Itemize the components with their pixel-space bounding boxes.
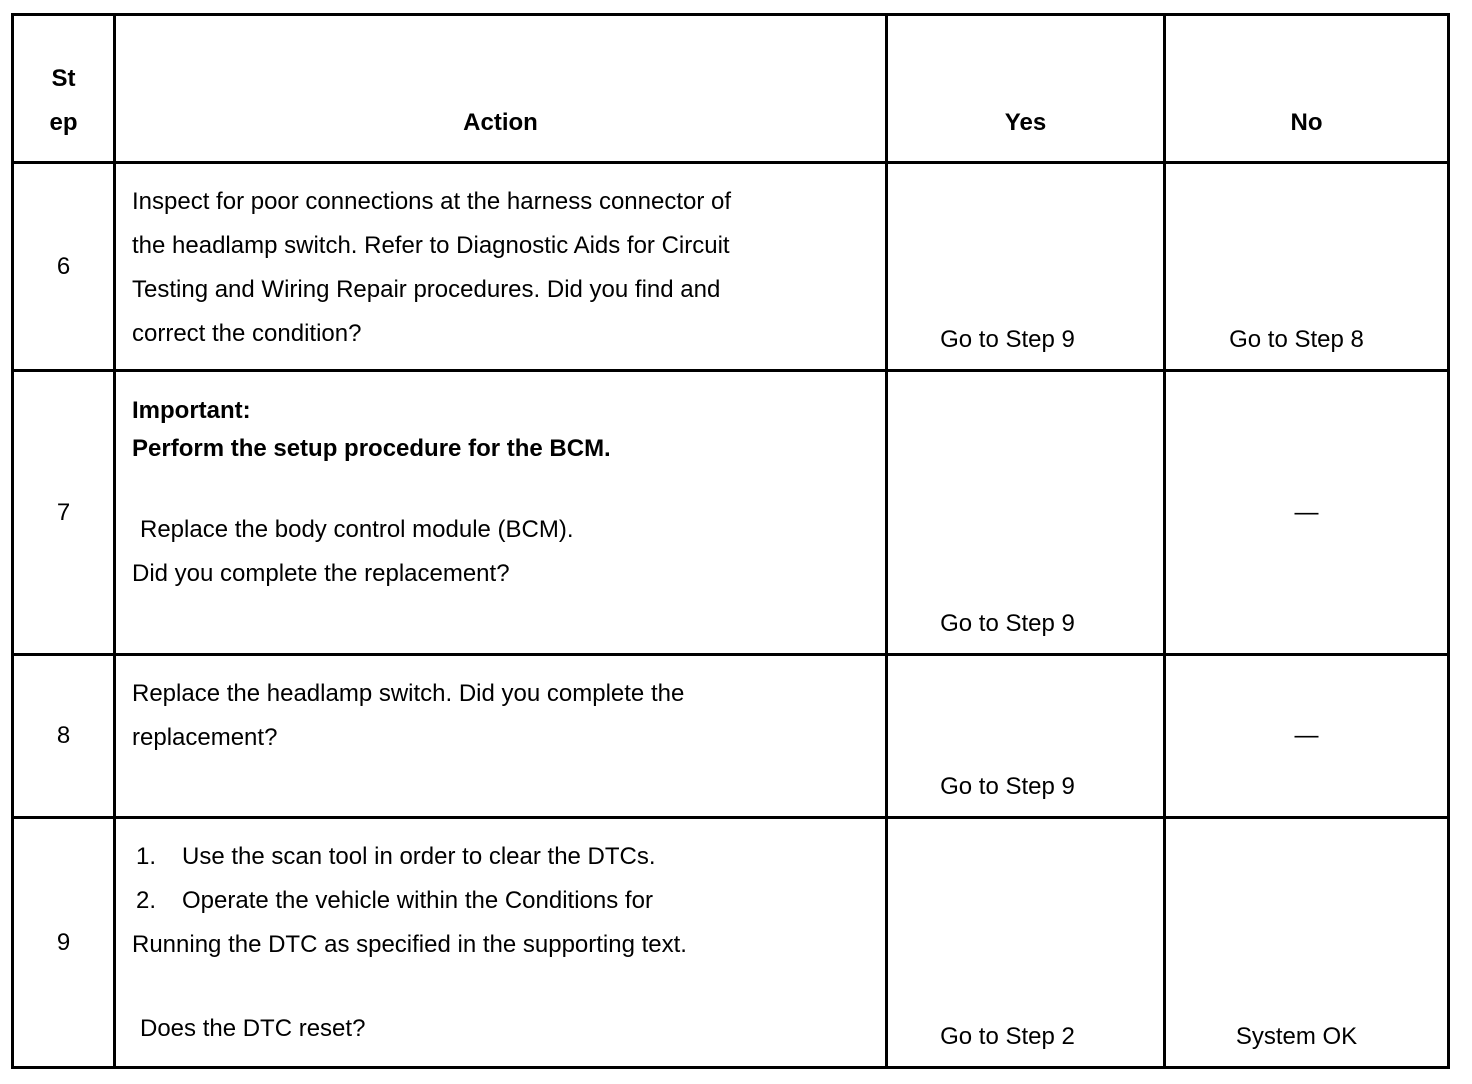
action-line: the headlamp switch. Refer to Diagnostic Aids for Circuit — [132, 232, 730, 259]
yes-cell — [887, 818, 1165, 1068]
step-number: 8 — [13, 655, 115, 818]
header-row — [13, 15, 1449, 163]
action-line: correct the condition? — [132, 320, 362, 347]
yes-result: Go to Step 9 — [940, 610, 1075, 637]
yes-result: Go to Step 2 — [940, 1023, 1075, 1050]
diagnostic-table — [11, 13, 1450, 1069]
list-item — [132, 835, 867, 879]
action-line: Testing and Wiring Repair procedures. Did you find and — [132, 276, 721, 303]
no-cell — [1165, 655, 1449, 818]
step-number: 7 — [13, 371, 115, 655]
action-line: Running the DTC as specified in the supporting text. — [132, 931, 687, 958]
header-action: Action — [115, 15, 887, 163]
table-row — [13, 371, 1449, 655]
action-question: Does the DTC reset? — [140, 1015, 366, 1042]
action-line: Inspect for poor connections at the harness connector of — [132, 188, 732, 215]
action-line: Replace the headlamp switch. Did you complete the — [132, 680, 685, 707]
no-result: — — [1294, 498, 1319, 526]
table-row — [13, 655, 1449, 818]
list-item — [132, 879, 867, 923]
list-text: Use the scan tool in order to clear the DTCs. — [182, 843, 656, 870]
list-text: Operate the vehicle within the Conditions for — [182, 887, 653, 914]
no-result: System OK — [1235, 1023, 1358, 1050]
header-no: No — [1165, 15, 1449, 163]
header-step-line2: ep — [49, 109, 78, 136]
yes-cell — [887, 163, 1165, 371]
list-number: 1. — [136, 843, 157, 870]
important-text: Perform the setup procedure for the BCM. — [132, 435, 611, 462]
action-cell — [115, 163, 887, 371]
yes-cell — [887, 371, 1165, 655]
no-result: — — [1294, 722, 1319, 749]
header-step — [13, 15, 115, 163]
action-line: replacement? — [132, 724, 278, 751]
important-label: Important: — [132, 397, 251, 424]
yes-cell — [887, 655, 1165, 818]
action-cell — [115, 818, 887, 1068]
step-number: 6 — [13, 163, 115, 371]
no-cell — [1165, 371, 1449, 655]
header-step-line1: St — [51, 65, 76, 92]
header-yes: Yes — [887, 15, 1165, 163]
yes-result: Go to Step 9 — [940, 773, 1075, 800]
table-row — [13, 163, 1449, 371]
yes-result: Go to Step 9 — [940, 326, 1075, 353]
step-number: 9 — [13, 818, 115, 1068]
no-cell — [1165, 818, 1449, 1068]
action-cell — [115, 371, 887, 655]
no-cell — [1165, 163, 1449, 371]
no-result: Go to Step 8 — [1229, 326, 1364, 353]
action-line: Replace the body control module (BCM). — [140, 516, 574, 543]
action-line: Did you complete the replacement? — [132, 560, 510, 587]
list-number: 2. — [136, 887, 157, 914]
table-row — [13, 818, 1449, 1068]
action-cell — [115, 655, 887, 818]
